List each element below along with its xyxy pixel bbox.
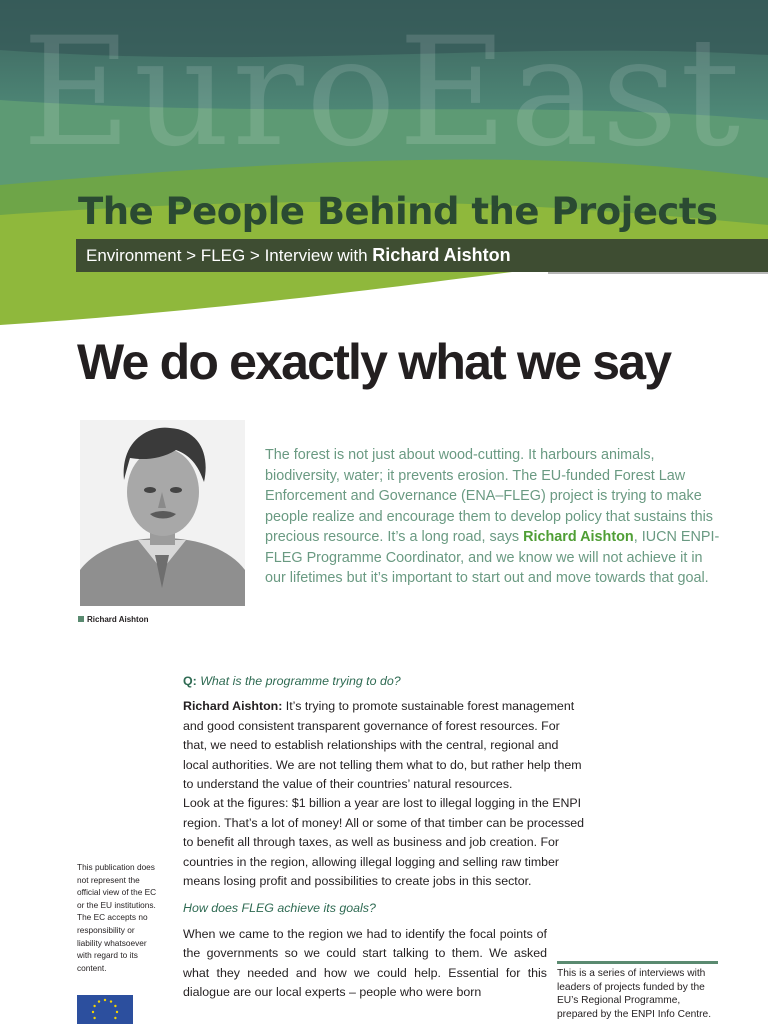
intro-name: Richard Aishton bbox=[523, 529, 634, 545]
eu-flag-icon bbox=[77, 995, 133, 1024]
answer-1-paragraph-2: Look at the figures: $1 billion a year are lost to illegal logging in the ENPI region. That’s a lot of money! All or some of that timber can be processed to benefit all through taxes, as well as business and job creation. For countries in the region, allowing illegal logging and selling raw timber means losing profit and possibilities to create jobs in this sector. bbox=[183, 796, 585, 889]
answer-2: When we came to the region we had to identify the focal points of the governments so we could start talking to them. We asked what they needed and how we could help. Essential for this dialogue are our local experts – people who were born bbox=[183, 926, 547, 1000]
caption-marker-icon bbox=[78, 616, 84, 622]
sidebar-note: This is a series of interviews with leaders of projects funded by the EU’s Regional Programme, prepared by the ENPI Info Centre. bbox=[557, 968, 712, 1020]
brand-watermark: EuroEast bbox=[22, 6, 743, 180]
intro-paragraph: The forest is not just about wood-cutting. It harbours animals, biodiversity, water; it prevents erosion. The EU-funded Forest Law Enforcement and Governance (ENA–FLEG) project is trying to make people realize and encourage them to develop policy that sustains this precious resource. It’s a long road, says Richard Aishton, IUCN ENPI-FLEG Programme Coordinator, and we know we will not achieve it in our lifetimes but it’s important to start out and move towards that goal. bbox=[265, 447, 720, 586]
answer-1: Richard Aishton: It’s trying to promote sustainable forest management and good consistent transparent governance of forest resources. For that, we need to establish relationships with the central, regional and local authorities. We are not telling them what to do, but rather help them to understand the value of their countries’ natural resources. bbox=[183, 699, 582, 792]
article-body bbox=[183, 672, 585, 1003]
question-1: Q: What is the programme trying to do? bbox=[183, 674, 401, 688]
breadcrumb-name: Richard Aishton bbox=[372, 245, 511, 265]
sidebar-rule bbox=[557, 961, 718, 964]
photo-caption: Richard Aishton bbox=[78, 615, 148, 624]
breadcrumb bbox=[86, 245, 511, 266]
series-title: The People Behind the Projects bbox=[78, 190, 718, 233]
portrait-photo bbox=[80, 420, 245, 606]
breadcrumb-path: Environment > FLEG > Interview with bbox=[86, 246, 368, 265]
disclaimer: This publication does not represent the official view of the EC or the EU institutions. The EC accepts no responsibility or liability whatsoever with regard to its content. bbox=[77, 862, 157, 973]
question-2: How does FLEG achieve its goals? bbox=[183, 901, 376, 916]
page-title: We do exactly what we say bbox=[77, 334, 671, 390]
